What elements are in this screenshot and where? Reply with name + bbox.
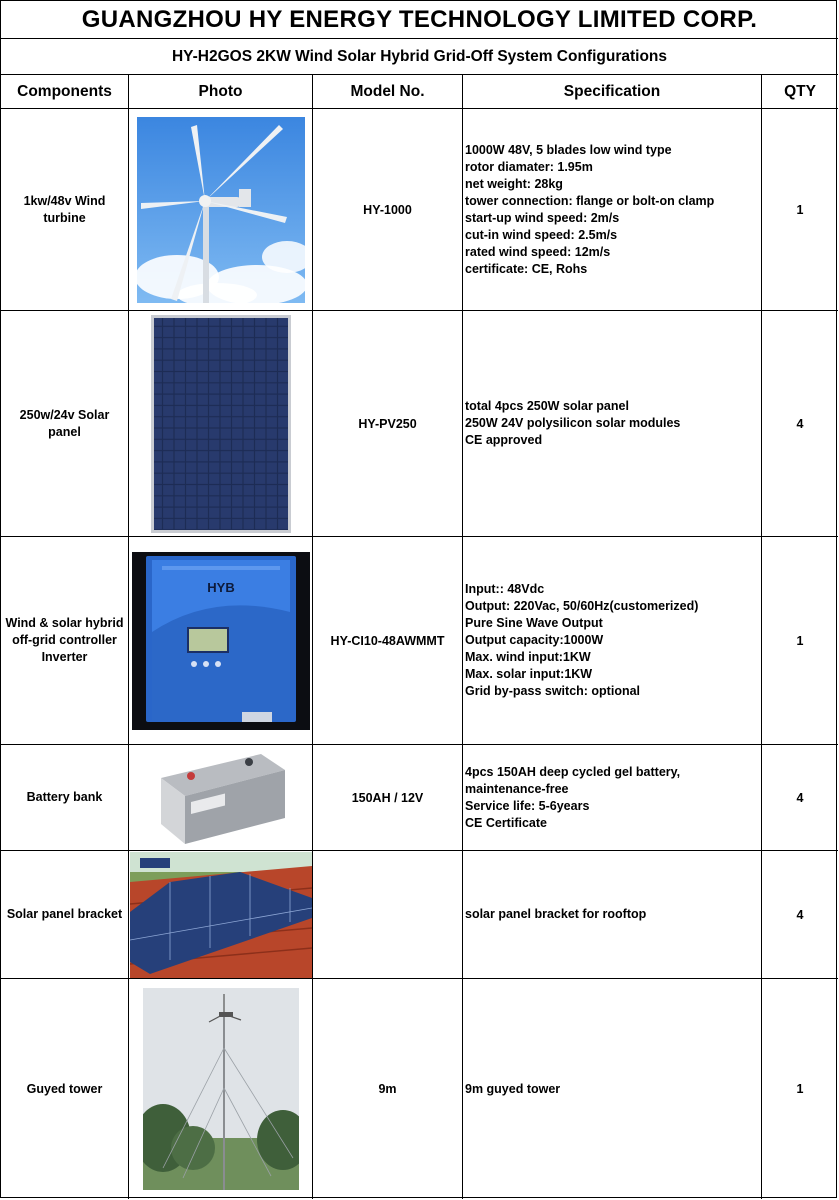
quantity: 4 bbox=[796, 416, 804, 431]
quantity: 4 bbox=[796, 790, 804, 805]
component-name: 250w/24v Solar panel bbox=[19, 407, 110, 439]
spec-text: 4pcs 150AH deep cycled gel battery, maintenance-free Service life: 5-6years CE Certificate bbox=[465, 764, 681, 830]
company-title: GUANGZHOU HY ENERGY TECHNOLOGY LIMITED CORP. bbox=[1, 1, 838, 39]
rooftop-bracket-photo bbox=[130, 852, 312, 978]
table-row bbox=[1, 851, 838, 979]
spec-text: total 4pcs 250W solar panel 250W 24V polysilicon solar modules CE approved bbox=[465, 399, 681, 447]
header-model: Model No. bbox=[313, 75, 463, 108]
controller-inverter-photo bbox=[132, 552, 310, 730]
table-row bbox=[1, 979, 838, 1199]
component-name: Wind & solar hybrid off-grid controller Inverter bbox=[5, 616, 124, 664]
model-number: 9m bbox=[313, 979, 463, 1199]
component-name: Battery bank bbox=[26, 790, 103, 804]
model-number: 150AH / 12V bbox=[313, 745, 463, 850]
table-row bbox=[1, 745, 838, 851]
guyed-tower-photo bbox=[143, 988, 299, 1190]
quantity: 1 bbox=[796, 202, 804, 217]
header-qty: QTY bbox=[784, 82, 816, 100]
model-number: HY-1000 bbox=[313, 109, 463, 310]
quantity: 1 bbox=[796, 633, 804, 648]
brand-logo: HYB bbox=[206, 579, 235, 595]
component-name: 1kw/48v Wind turbine bbox=[23, 193, 106, 225]
header-photo: Photo bbox=[129, 75, 313, 108]
spec-text: Input:: 48Vdc Output: 220Vac, 50/60Hz(customerized) Pure Sine Wave Output Output capacity:1000W Max. wind input:1KW Max. solar input:1KW Grid by-pass switch: optional bbox=[465, 582, 699, 698]
quantity: 4 bbox=[796, 907, 804, 922]
component-name: Guyed tower bbox=[26, 1081, 103, 1096]
header-spec: Specification bbox=[463, 75, 762, 108]
system-subtitle: HY-H2GOS 2KW Wind Solar Hybrid Grid-Off System Configurations bbox=[1, 39, 838, 75]
quantity: 1 bbox=[796, 1082, 804, 1096]
spec-text: solar panel bracket for rooftop bbox=[465, 907, 647, 921]
table-header-row bbox=[1, 75, 838, 109]
table-row bbox=[1, 109, 838, 311]
solar-panel-photo bbox=[151, 315, 291, 533]
header-components: Components bbox=[1, 75, 129, 108]
model-number bbox=[313, 851, 463, 978]
component-name: Solar panel bracket bbox=[6, 907, 123, 921]
model-number: HY-CI10-48AWMMT bbox=[313, 537, 463, 744]
table-row bbox=[1, 537, 838, 745]
battery-photo bbox=[151, 748, 291, 848]
wind-turbine-photo bbox=[137, 117, 305, 303]
spec-text: 9m guyed tower bbox=[465, 1081, 561, 1096]
table-row bbox=[1, 311, 838, 537]
model-number: HY-PV250 bbox=[313, 311, 463, 536]
spec-text: 1000W 48V, 5 blades low wind type rotor diamater: 1.95m net weight: 28kg tower connection: flange or bolt-on clamp start-up wind speed: 2m/s cut-in wind speed: 2.5m/s rated wind speed: 12m/s certificate: CE, Rohs bbox=[465, 142, 715, 276]
